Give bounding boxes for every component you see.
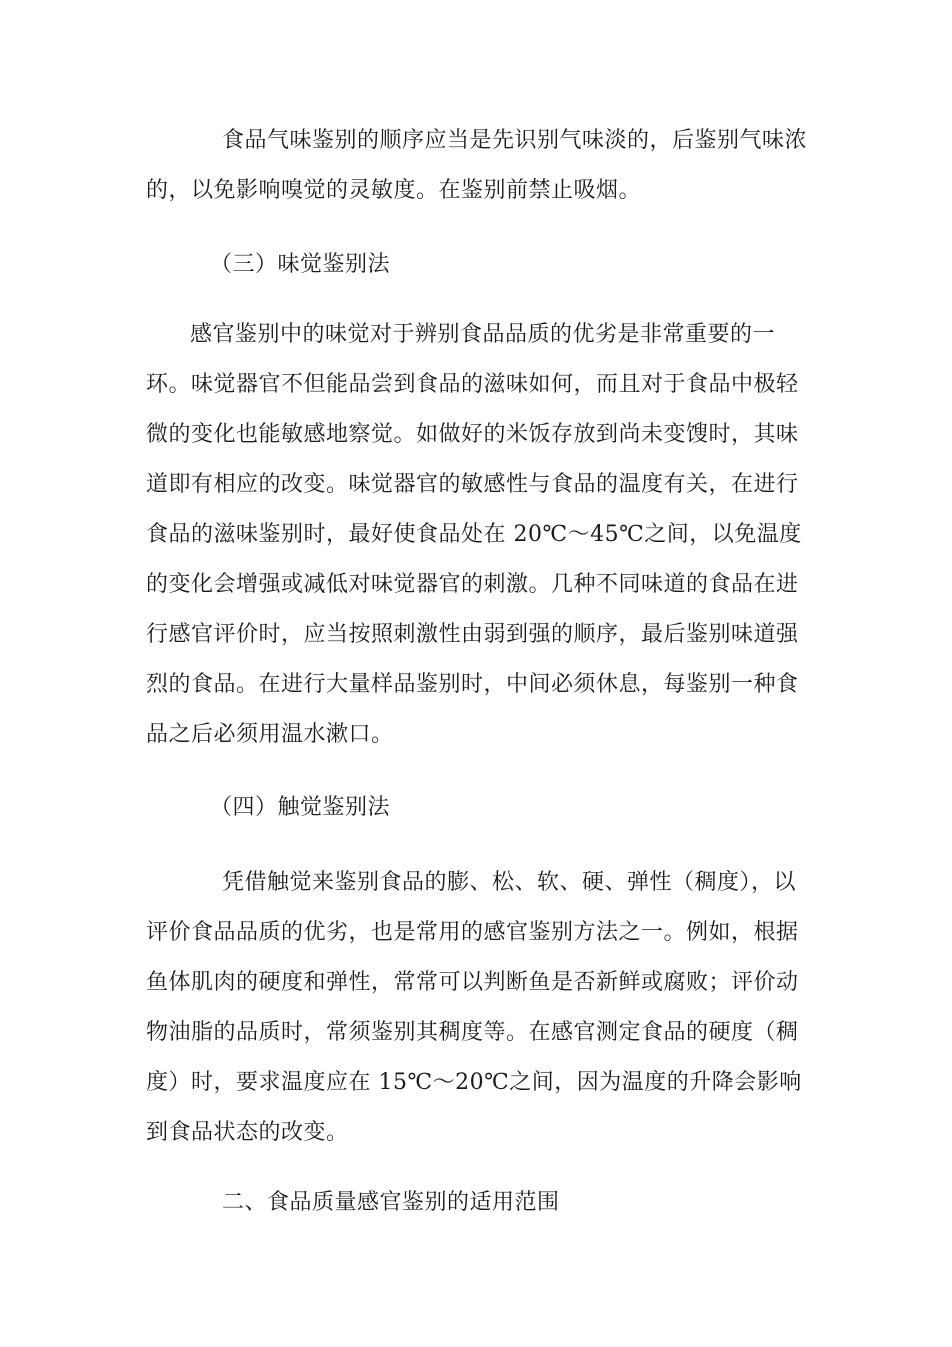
chapter-heading-scope: 二、食品质量感官鉴别的适用范围 <box>222 1190 560 1215</box>
paragraph-odor-order: 食品气味鉴别的顺序应当是先识别气味淡的，后鉴别气味浓的，以免影响嗅觉的灵敏度。在鉴别前禁止吸烟。 <box>146 128 808 203</box>
paragraph-touch-method: 凭借触觉来鉴别食品的膨、松、软、硬、弹性（稠度），以评价食品品质的优劣，也是常用的感官鉴别方法之一。例如，根据鱼体肌肉的硬度和弹性，常常可以判断鱼是否新鲜或腐败；评价动物油脂的品质时，常须鉴别其稠度等。在感官测定食品的硬度（稠度）时，要求温度应在 15℃～20℃之间，因为温度的升降会影响到食品状态的改变。 <box>146 870 802 1145</box>
section-heading-taste: （三）味觉鉴别法 <box>210 252 391 277</box>
paragraph-taste-method: 感官鉴别中的味觉对于辨别食品品质的优劣是非常重要的一环。味觉器官不但能品尝到食品的滋味如何，而且对于食品中极轻微的变化也能敏感地察觉。如做好的米饭存放到尚未变馊时，其味道即有相应的改变。味觉器官的敏感性与食品的温度有关，在进行食品的滋味鉴别时，最好使食品处在 20℃～45℃之间，以免温度的变化会增强或减低对味觉器官的刺激。几种不同味道的食品在进行感官评价时，应当按照刺激性由弱到强的顺序，最后鉴别味道强烈的食品。在进行大量样品鉴别时，中间必须休息，每鉴别一种食品之后必须用温水漱口。 <box>146 322 802 747</box>
section-heading-touch: （四）触觉鉴别法 <box>210 795 391 820</box>
